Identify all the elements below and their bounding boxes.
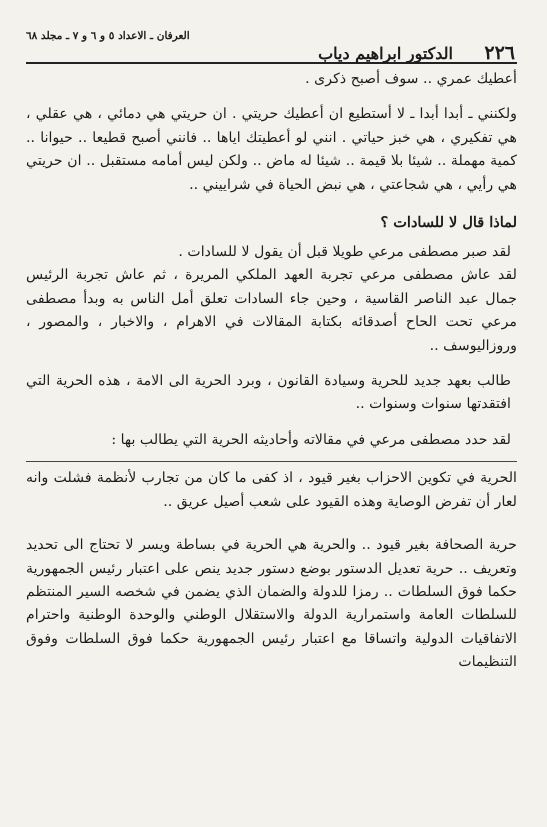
running-title: العرفان ـ الاعداد ٥ و ٦ و ٧ ـ مجلد ٦٨ <box>26 30 190 42</box>
paragraph: لقد حدد مصطفى مرعي في مقالاته وأحاديثه الحرية التي يطالب بها : <box>111 431 511 448</box>
paragraph: ولكنني ـ أبدا أبدا ـ لا أستطيع ان أعطيك حريتي . ان حريتي هي دمائي ، هي عقلي ، هي تفكيري ، هي خبز حياتي . انني لو أعطيتك اياها .. فانني أصبح قطيعا .. حيوانا .. كمية مهملة .. شيئا بلا قيمة .. شيئا له ماض .. ولكن ليس أمامه مستقبل .. ان حريتي هي رأيي ، هي شجاعتي ، هي نبض الحياة في شراييني .. <box>26 106 517 193</box>
page-body <box>26 68 517 675</box>
paragraph: الحرية في تكوين الاحزاب بغير قيود ، اذ كفى ما كان من تجارب لأنظمة فشلت وانه لعار أن تفرض الوصاية وهذه القيود على شعب أصيل عريق .. <box>26 470 517 510</box>
paragraph: أعطيك عمري .. سوف أصبح ذكرى . <box>305 71 517 87</box>
paragraph: لقد صبر مصطفى مرعي طويلا قبل أن يقول لا للسادات . <box>178 244 511 261</box>
paragraph: طالب بعهد جديد للحرية وسيادة القانون ، وبرد الحرية الى الامة ، هذه الحرية التي افتقدتها سنوات وسنوات .. <box>26 373 511 413</box>
author-name: الدكتور ابراهيم دياب <box>318 44 453 63</box>
section-heading: لماذا قال لا للسادات ؟ <box>380 214 517 232</box>
page-header <box>26 28 517 64</box>
paragraph: لقد عاش مصطفى مرعي تجربة العهد الملكي المريرة ، ثم عاش تجربة الرئيس جمال عبد الناصر القاسية ، وحين جاء السادات تعلق أمل الناس به وبدأ مصطفى مرعي تحت الحاح أصدقائه بكتابة المقالات في الاهرام ، والاخبار ، والمصور ، وروزاليوسف .. <box>26 267 517 354</box>
paragraph: حرية الصحافة بغير قيود .. والحرية هي الحرية في بساطة ويسر لا تحتاج الى تحديد وتعريف .. حرية تعديل الدستور بوضع دستور جديد ينص على اعتبار رئيس الجمهورية حكما فوق السلطات .. رمزا للدولة والضمان الذي يضمن في شخصه السير المنتظم للسلطات العامة واستمرارية الدولة والاستقلال الوطني والوحدة الوطنية واحترام الاتفاقيات الدولية واتساقا مع اعتبار رئيس الجمهورية حكما فوق السلطات وفوق التنظيمات <box>26 537 517 671</box>
page-number: ٢٢٦ <box>484 42 515 64</box>
divider <box>26 461 517 462</box>
